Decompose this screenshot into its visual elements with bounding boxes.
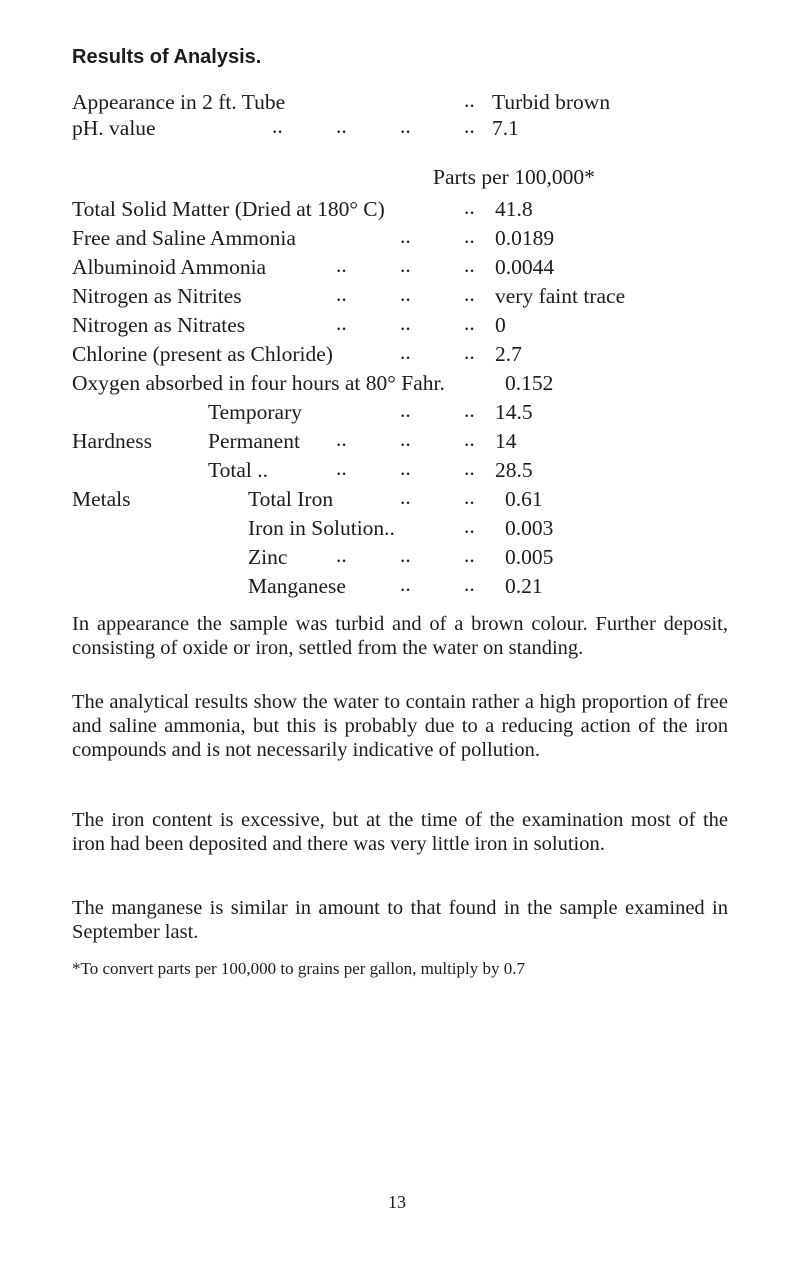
metals-item-label: Iron in Solution.. xyxy=(248,516,395,540)
hardness-item-label: Temporary xyxy=(208,400,303,424)
result-value: 0 xyxy=(495,313,506,337)
ph-value: 7.1 xyxy=(492,116,519,140)
metals-item-label: Total Iron xyxy=(248,487,334,511)
leader-dots: .. xyxy=(464,311,475,335)
hardness-item-label: Permanent xyxy=(208,429,300,453)
leader-dots: .. xyxy=(400,253,411,277)
metals-item-label: Manganese xyxy=(248,574,346,598)
result-label: Nitrogen as Nitrites xyxy=(72,284,242,308)
result-label: Albuminoid Ammonia xyxy=(72,255,267,279)
leader-dots: .. xyxy=(464,282,475,306)
leader-dots: .. xyxy=(336,253,347,277)
leader-dots: .. xyxy=(464,543,475,567)
leader-dots: .. xyxy=(400,572,411,596)
hardness-item-label: Total .. xyxy=(208,458,268,482)
appearance-value: Turbid brown xyxy=(492,90,611,114)
result-label: Oxygen absorbed in four hours at 80° Fahr. xyxy=(72,371,445,395)
section-heading: Results of Analysis. xyxy=(72,46,262,68)
hardness-item-value: 14.5 xyxy=(495,400,533,424)
footnote: *To convert parts per 100,000 to grains per gallon, multiply by 0.7 xyxy=(72,959,526,978)
leader-dots: .. xyxy=(400,543,411,567)
metals-item-value: 0.61 xyxy=(505,487,543,511)
leader-dots: .. xyxy=(464,456,475,480)
hardness-group-label: Hardness xyxy=(72,429,153,453)
leader-dots: .. xyxy=(464,253,475,277)
result-value: 0.0189 xyxy=(495,226,555,250)
hardness-item-value: 28.5 xyxy=(495,458,533,482)
result-value: 41.8 xyxy=(495,197,533,221)
hardness-item-value: 14 xyxy=(495,429,517,453)
leader-dots: .. xyxy=(464,195,475,219)
leader-dots: .. xyxy=(400,224,411,248)
result-label: Nitrogen as Nitrates xyxy=(72,313,246,337)
leader-dots: .. xyxy=(464,514,475,538)
paragraph: The iron content is excessive, but at the time of the examination most of the iron had been deposited and there was very little iron in solution. xyxy=(72,809,728,855)
paragraph: In appearance the sample was turbid and of a brown colour. Further deposit, consisting of oxide or iron, settled from the water on standing. xyxy=(72,613,728,659)
leader-dots: .. xyxy=(272,114,283,138)
leader-dots: .. xyxy=(336,427,347,451)
leader-dots: .. xyxy=(464,572,475,596)
leader-dots: .. xyxy=(464,88,475,112)
metals-item-value: 0.003 xyxy=(505,516,554,540)
result-label: Free and Saline Ammonia xyxy=(72,226,296,250)
result-value: very faint trace xyxy=(495,284,626,308)
result-value: 0.0044 xyxy=(495,255,555,279)
leader-dots: .. xyxy=(400,114,411,138)
leader-dots: .. xyxy=(464,427,475,451)
result-label: Total Solid Matter (Dried at 180° C) xyxy=(72,197,385,221)
units-header: Parts per 100,000* xyxy=(433,165,595,189)
leader-dots: .. xyxy=(400,340,411,364)
leader-dots: .. xyxy=(400,282,411,306)
result-value: 0.152 xyxy=(505,371,554,395)
page-number: 13 xyxy=(388,1192,406,1212)
metals-item-value: 0.005 xyxy=(505,545,554,569)
leader-dots: .. xyxy=(464,485,475,509)
leader-dots: .. xyxy=(336,282,347,306)
ph-label: pH. value xyxy=(72,116,156,140)
result-label: Chlorine (present as Chloride) xyxy=(72,342,333,366)
leader-dots: .. xyxy=(400,311,411,335)
metals-item-label: Zinc xyxy=(248,545,288,569)
leader-dots: .. xyxy=(336,456,347,480)
leader-dots: .. xyxy=(336,311,347,335)
result-value: 2.7 xyxy=(495,342,522,366)
leader-dots: .. xyxy=(400,485,411,509)
leader-dots: .. xyxy=(336,114,347,138)
leader-dots: .. xyxy=(464,340,475,364)
appearance-label: Appearance in 2 ft. Tube xyxy=(72,90,286,114)
leader-dots: .. xyxy=(464,114,475,138)
metals-group-label: Metals xyxy=(72,487,131,511)
leader-dots: .. xyxy=(400,456,411,480)
paragraph: The analytical results show the water to contain rather a high proportion of free and saline ammonia, but this is probably due to a reducing action of the iron compounds and is not necessarily indicative of pollution. xyxy=(72,691,728,761)
leader-dots: .. xyxy=(400,427,411,451)
leader-dots: .. xyxy=(464,398,475,422)
paragraph: The manganese is similar in amount to that found in the sample examined in September last. xyxy=(72,897,728,943)
metals-item-value: 0.21 xyxy=(505,574,543,598)
leader-dots: .. xyxy=(400,398,411,422)
leader-dots: .. xyxy=(336,543,347,567)
leader-dots: .. xyxy=(464,224,475,248)
